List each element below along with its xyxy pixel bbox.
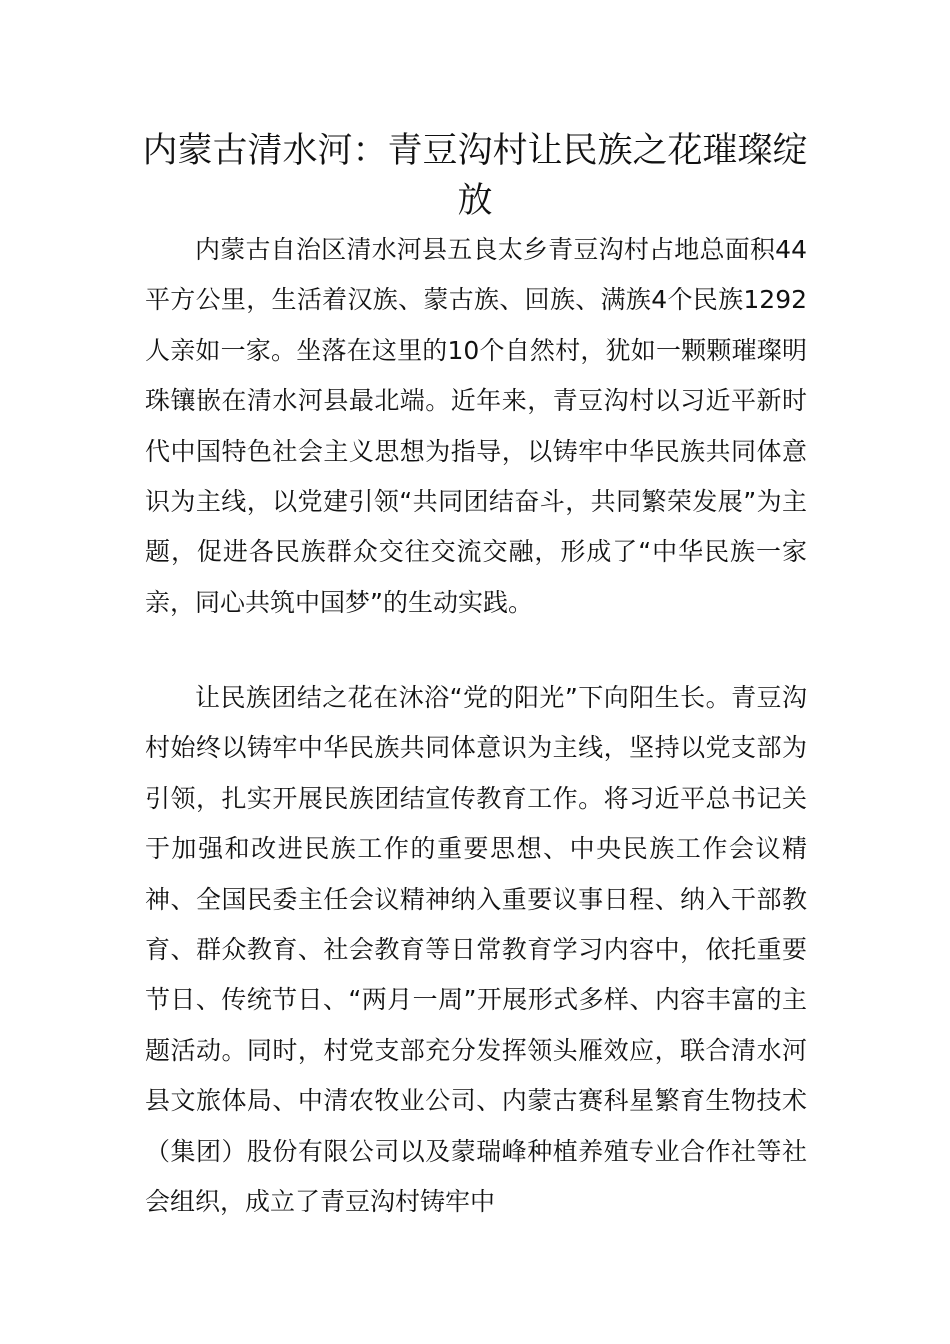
- paragraph-unity: 让民族团结之花在沐浴“党的阳光”下向阳生长。青豆沟村始终以铸牢中华民族共同体意识为主线，坚持以党支部为引领，扎实开展民族团结宣传教育工作。将习近平总书记关于加强和改进民族工作的重要思想、中央民族工作会议精神、全国民委主任会议精神纳入重要议事日程、纳入干部教育、群众教育、社会教育等日常教育学习内容中，依托重要节日、传统节日、“两月一周”开展形式多样、内容丰富的主题活动。同时，村党支部充分发挥领头雁效应，联合清水河县文旅体局、中清农牧业公司、内蒙古赛科星繁育生物技术（集团）股份有限公司以及蒙瑞峰种植养殖专业合作社等社会组织，成立了青豆沟村铸牢中: [145, 683, 807, 1217]
- document-title: 内蒙古清水河：青豆沟村让民族之花璀璨绽放: [142, 131, 808, 221]
- paragraph-intro: 内蒙古自治区清水河县五良太乡青豆沟村占地总面积44平方公里，生活着汉族、蒙古族、回族、满族4个民族1292人亲如一家。坐落在这里的10个自然村，犹如一颗颗璀璨明珠镶嵌在清水河县最北端。近年来，青豆沟村以习近平新时代中国特色社会主义思想为指导，以铸牢中华民族共同体意识为主线，以党建引领“共同团结奋斗，共同繁荣发展”为主题，促进各民族群众交往交流交融，形成了“中华民族一家亲，同心共筑中国梦”的生动实践。: [145, 235, 807, 617]
